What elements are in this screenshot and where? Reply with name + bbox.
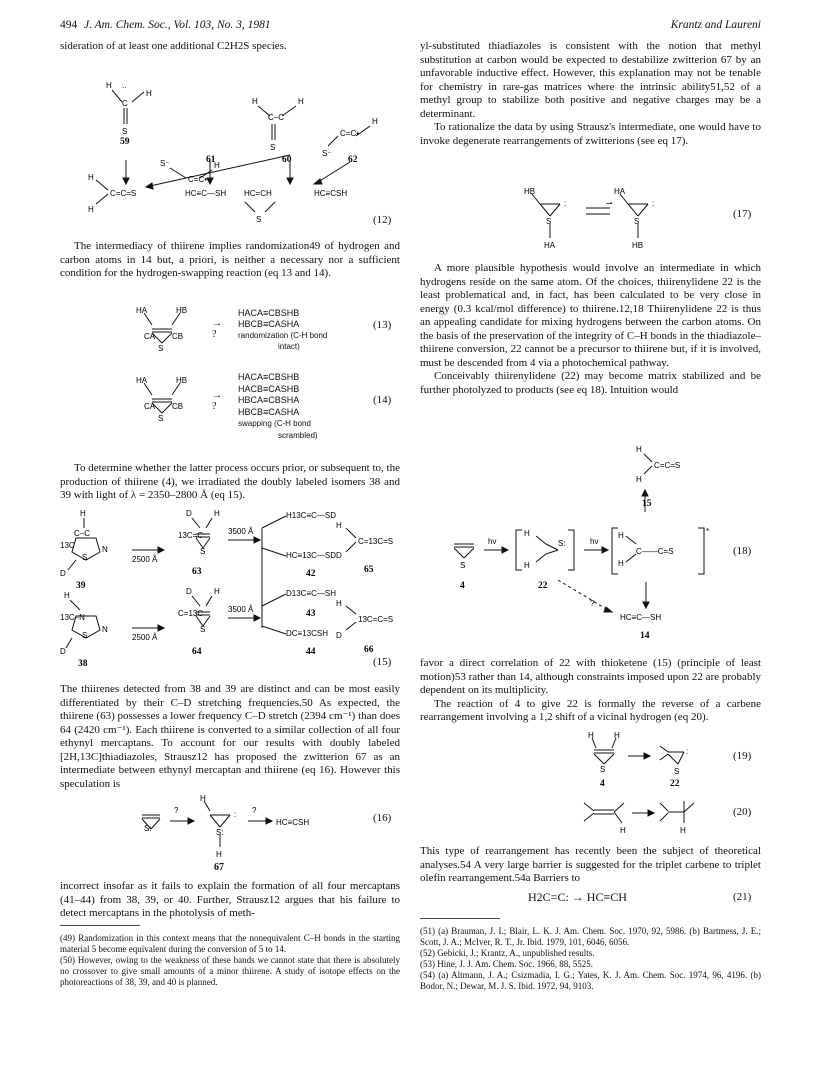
svg-text:HA: HA (544, 241, 556, 250)
label-60: 60 (282, 155, 292, 165)
svg-text:C–C: C–C (268, 113, 285, 122)
photolysis-arrow-13: → ? (212, 318, 222, 340)
svg-text:S: S (546, 217, 552, 226)
product-43a: D13C≡C—SH (286, 589, 337, 598)
product-ethynylthiol-b: HC≡CSH (314, 189, 348, 198)
svg-text:S: S (600, 765, 606, 774)
svg-text:S: S (270, 143, 276, 152)
eq16-product: HC≡CSH (276, 818, 310, 827)
svg-text:H: H (214, 509, 220, 518)
svg-text:S: S (82, 631, 88, 640)
left-para4: incorrect insofar as it fails to explain the formation of all four mercaptans (41–44) from 38, 39, or 40. Further, Strausz12 argues that his failure to detect mercaptans in the photolysis of meth- (60, 880, 400, 919)
label-4: 4 (460, 581, 465, 591)
svg-text:HA: HA (614, 187, 626, 196)
svg-text:13C–N: 13C–N (60, 613, 85, 622)
eq13-products: HACA≡CBSHB HBCB≡CASHA randomization (C-H bond intact) (238, 308, 328, 351)
svg-text:H: H (336, 521, 342, 530)
label-22: 22 (538, 581, 548, 591)
label-44: 44 (306, 647, 316, 657)
svg-text:H: H (614, 732, 620, 740)
page-number: 494 (60, 19, 78, 31)
svg-text:C=C=S: C=C=S (110, 189, 137, 198)
eq14-number: (14) (373, 394, 392, 406)
wavelength-1: 2500 Å (132, 555, 158, 564)
label-66: 66 (364, 645, 374, 655)
svg-text:H: H (252, 97, 258, 106)
svg-text:H: H (620, 826, 626, 835)
footnote-rule-right (420, 918, 500, 919)
scheme-eq18 (440, 440, 740, 640)
label-62: 62 (348, 155, 358, 165)
svg-text:?: ? (174, 806, 179, 815)
scheme-eq17 (520, 184, 690, 250)
svg-text:13C: 13C (60, 541, 75, 550)
svg-text:H: H (88, 205, 94, 214)
svg-text::: : (686, 747, 689, 756)
eq17-number: (17) (733, 208, 752, 220)
right-para1-2: yl-substituted thiadiazoles is consistent with the notion that methyl substitution at carbon would be expected to destabilize zwitterion 67 by an unfavorable inductive effect. However, this explanation may not be tenable for chemistry in rare-gas matrices where the intrinsic ability51,52 of a methyl group to stabilize both positive and negative charges may be a determinant. To rationalize the data by using Strausz's intermediate, one would have to invoke degenerate rearrangements of zwitterions (see eq 17). (420, 40, 761, 147)
scheme-eq20 (580, 793, 700, 837)
svg-text::: : (652, 199, 655, 208)
eq18-product: HC≡C—SH (620, 613, 662, 622)
label-39: 39 (76, 581, 86, 591)
left-footnotes: (49) Randomization in this context means that the nonequivalent C–H bonds in the starting material 5 become equivalent during the conversion of 5 to 14. (50) However, owing to the weakness of these bands we cannot state that there is absolutely no crossover to give small amounts of a minor thiirene. A study of isotope effects on the photoreactions of 38, 39, and 40 is planned. (60, 933, 400, 987)
svg-text:⇀: ⇀ (606, 199, 613, 208)
scheme-eq16 (140, 795, 340, 865)
svg-text:H: H (372, 117, 378, 126)
svg-text:D: D (60, 569, 66, 578)
svg-text:D: D (336, 551, 342, 560)
svg-text:H: H (146, 89, 152, 98)
left-para1: The intermediacy of thiirene implies randomization49 of hydrogen and carbon atoms in 14 but, a priori, is neither a necessary nor a sufficient condition for the hydrogen-swapping reaction (eq 13 and 14). (60, 240, 400, 279)
label-61: 61 (206, 155, 216, 165)
svg-text:H: H (524, 529, 530, 538)
svg-text:S: S (460, 561, 466, 570)
svg-text:H: H (636, 445, 642, 454)
svg-text:S⁻: S⁻ (160, 159, 170, 168)
eq12-number: (12) (373, 214, 392, 226)
eq15-number: (15) (373, 656, 392, 668)
eq18-number: (18) (733, 545, 752, 557)
svg-text:H: H (588, 732, 594, 740)
svg-text:H: H (214, 587, 220, 596)
svg-text:S: S (634, 217, 640, 226)
svg-text:HB: HB (632, 241, 644, 250)
label-38: 38 (78, 659, 88, 669)
svg-text:*: * (706, 527, 710, 536)
svg-text:H: H (64, 591, 70, 600)
svg-text:S: S (674, 767, 680, 776)
svg-text:HA: HA (136, 376, 148, 385)
svg-text:HB: HB (176, 376, 188, 385)
label-59: 59 (120, 137, 130, 147)
svg-text:H: H (80, 509, 86, 518)
right-footnotes: (51) (a) Brauman, J. I.; Blair, L. K. J. Am. Chem. Soc. 1970, 92, 5986. (b) Bartmess, J. E.; Scott, J. A.; McIver, R. T., Jr. Ibid. 1979, 101, 6046, 6056. (52) Gebicki, J.; Krantz, A., unpublished results. (53) Hine, J. J. Am. Chem. Soc. 1966, 88, 5525. (54) (a) Altmann, J. A.; Csizmadia, I. G.; Yates, K. J. Am. Chem. Soc. 1974, 96, 4196. (b) Bodor, N.; Dewar, M. J. S. Ibid. 1972, 94, 9103. (420, 926, 761, 991)
label-14: 14 (640, 631, 650, 640)
svg-text:S⁻: S⁻ (322, 149, 332, 158)
svg-text:D: D (186, 509, 192, 518)
svg-text:D: D (336, 631, 342, 640)
label-63: 63 (192, 567, 202, 577)
product-42b: HC≡13C—SD (286, 551, 337, 560)
right-para3-4: A more plausible hypothesis would involve an intermediate in which hydrogens reside on the same atom. Of the choices, thiirenylidene 22 is the least problematical and, in fact, has been calculated to be very close in energy (0.3 kcal/mol difference) to thiirene.12,18 Thiirenylidene 22 is thus an appealing candidate for mixing hydrogens between the carbon atoms. On the basis of the preservation of the integrity of C–H bonds in the thiadiazole–thiirene conversion, 22 cannot be a precursor to thiirene but, if it is involved, must be descended from 4 via a photochemical pathway. Conceivably thiirenylidene (22) may become matrix stabilized and be further photolyzed to products (see eq 18). Intuition would (420, 262, 761, 396)
product-ethynylthiol-a: HC≡C—SH (185, 189, 227, 198)
running-authors: Krantz and Laureni (670, 19, 761, 31)
svg-text:HB: HB (176, 306, 188, 315)
svg-text:N: N (102, 625, 108, 634)
svg-text:CB: CB (172, 402, 184, 411)
svg-text:C=C=S: C=C=S (654, 461, 681, 470)
svg-text:HB: HB (524, 187, 536, 196)
left-para3: The thiirenes detected from 38 and 39 are distinct and can be most easily differentiated by their C–D stretching frequencies.50 As expected, the thiirene (63) possesses a lower frequency C–D stretch (2394 cm⁻¹) than does 64 (2420 cm⁻¹). Each thiirene is converted to a similar collection of all four ethynyl mercaptans. To account for our results with doubly labeled [2H,13C]thiadiazoles, Strausz12 has proposed the zwitterion 67 as an intermediate between ethynyl mercaptan and thiirene (eq 16). However this speculation is (60, 683, 400, 790)
svg-text:?: ? (252, 806, 257, 815)
svg-text:H: H (200, 795, 206, 803)
footnote-rule-left (60, 925, 140, 926)
svg-text:S: S (256, 215, 262, 224)
label-4b: 4 (600, 779, 605, 788)
svg-text:..: .. (122, 81, 127, 90)
right-para7: This type of rearrangement has recently been the subject of theoretical analyses.54 A very large barrier is suggested for the triplet carbene to triplet olefin rearrangement.54a Barriers to (420, 845, 761, 884)
svg-text:C=13C=S: C=13C=S (358, 537, 394, 546)
svg-text:H: H (106, 81, 112, 90)
svg-text:S:: S: (144, 824, 152, 833)
thiirene-labeled-13 (130, 305, 210, 355)
svg-text:CA: CA (144, 402, 156, 411)
wavelength-3: 2500 Å (132, 633, 158, 642)
eq13-number: (13) (373, 319, 392, 331)
svg-text:D: D (186, 587, 192, 596)
label-64: 64 (192, 647, 202, 657)
label-43: 43 (306, 609, 316, 619)
eq16-number: (16) (373, 812, 392, 824)
wavelength-4: 3500 Å (228, 605, 254, 614)
svg-text:HA: HA (136, 306, 148, 315)
svg-text:S:: S: (558, 539, 566, 548)
label-42: 42 (306, 569, 316, 579)
scheme-eq19 (580, 732, 700, 788)
label-65: 65 (364, 565, 374, 575)
svg-text:C: C (122, 99, 128, 108)
svg-text:H: H (216, 850, 222, 859)
left-intro: sideration of at least one additional C2H2S species. (60, 40, 287, 52)
svg-text:C=13C: C=13C (178, 609, 204, 618)
svg-text:H: H (298, 97, 304, 106)
svg-text:S: S (200, 625, 206, 634)
svg-text:C–C: C–C (74, 529, 91, 538)
svg-text:H: H (680, 826, 686, 835)
svg-text:S: S (82, 553, 88, 562)
journal-citation: J. Am. Chem. Soc., Vol. 103, No. 3, 1981 (84, 19, 271, 31)
svg-text:S: S (158, 414, 164, 423)
svg-text:H: H (618, 559, 624, 568)
svg-text:CA: CA (144, 332, 156, 341)
eq21-number: (21) (733, 891, 752, 903)
svg-text::: : (564, 199, 567, 208)
product-42a: H13C≡C—SD (286, 511, 337, 520)
product-43b: DC≡13CSH (286, 629, 329, 638)
scheme-eq12 (60, 62, 400, 230)
svg-text:hν: hν (590, 537, 599, 546)
svg-text:CB: CB (172, 332, 184, 341)
photolysis-arrow-14: → ? (212, 390, 222, 412)
svg-text:S: S (158, 344, 164, 353)
scheme-eq15 (60, 508, 400, 670)
svg-text:C=C•: C=C• (340, 129, 360, 138)
svg-text::: : (234, 810, 237, 819)
svg-text:?: ? (590, 599, 595, 608)
svg-text:C——C=S: C——C=S (636, 547, 674, 556)
label-67: 67 (214, 862, 224, 873)
svg-text:H: H (336, 599, 342, 608)
svg-text:hν: hν (488, 537, 497, 546)
thiirene-labeled-14 (130, 375, 210, 425)
svg-text:C=C•: C=C• (188, 175, 208, 184)
eq20-number: (20) (733, 806, 752, 818)
label-15: 15 (642, 499, 652, 509)
svg-text:13C=C: 13C=C (178, 531, 204, 540)
svg-text:S:: S: (216, 828, 224, 837)
svg-text:H: H (618, 531, 624, 540)
svg-text:D: D (60, 647, 66, 656)
svg-text:13C=C=S: 13C=C=S (358, 615, 394, 624)
eq21-formula: H2C=C: → HC≡CH (528, 890, 627, 904)
svg-text:HC=CH: HC=CH (244, 189, 272, 198)
right-para5-6: favor a direct correlation of 22 with thioketene (15) (principle of least motion)53 rather than 14, although constraints imposed upon 22 are probably dependent on its multiplicity. The reaction of 4 to give 22 is formally the reverse of a carbene rearrangement involving a 1,2 shift of a vicinal hydrogen (eq 20). (420, 657, 761, 723)
svg-text:S: S (200, 547, 206, 556)
eq19-number: (19) (733, 750, 752, 762)
svg-text:S: S (122, 127, 128, 136)
eq14-products: HACA≡CBSHB HACB≡CASHB HBCA≡CBSHA HBCB≡CASHA swapping (C-H bond scrambled) (238, 372, 318, 440)
svg-text:H: H (524, 561, 530, 570)
left-para2: To determine whether the latter process occurs prior, or subsequent to, the production of thiirene (4), we irradiated the doubly labeled isomers 38 and 39 with light of λ = 2350–2800 Å (eq 15). (60, 462, 400, 501)
label-22b: 22 (670, 779, 680, 788)
svg-text:H: H (636, 475, 642, 484)
svg-text:H: H (214, 161, 220, 170)
svg-text:N: N (102, 545, 108, 554)
svg-text:H: H (88, 173, 94, 182)
wavelength-2: 3500 Å (228, 527, 254, 536)
